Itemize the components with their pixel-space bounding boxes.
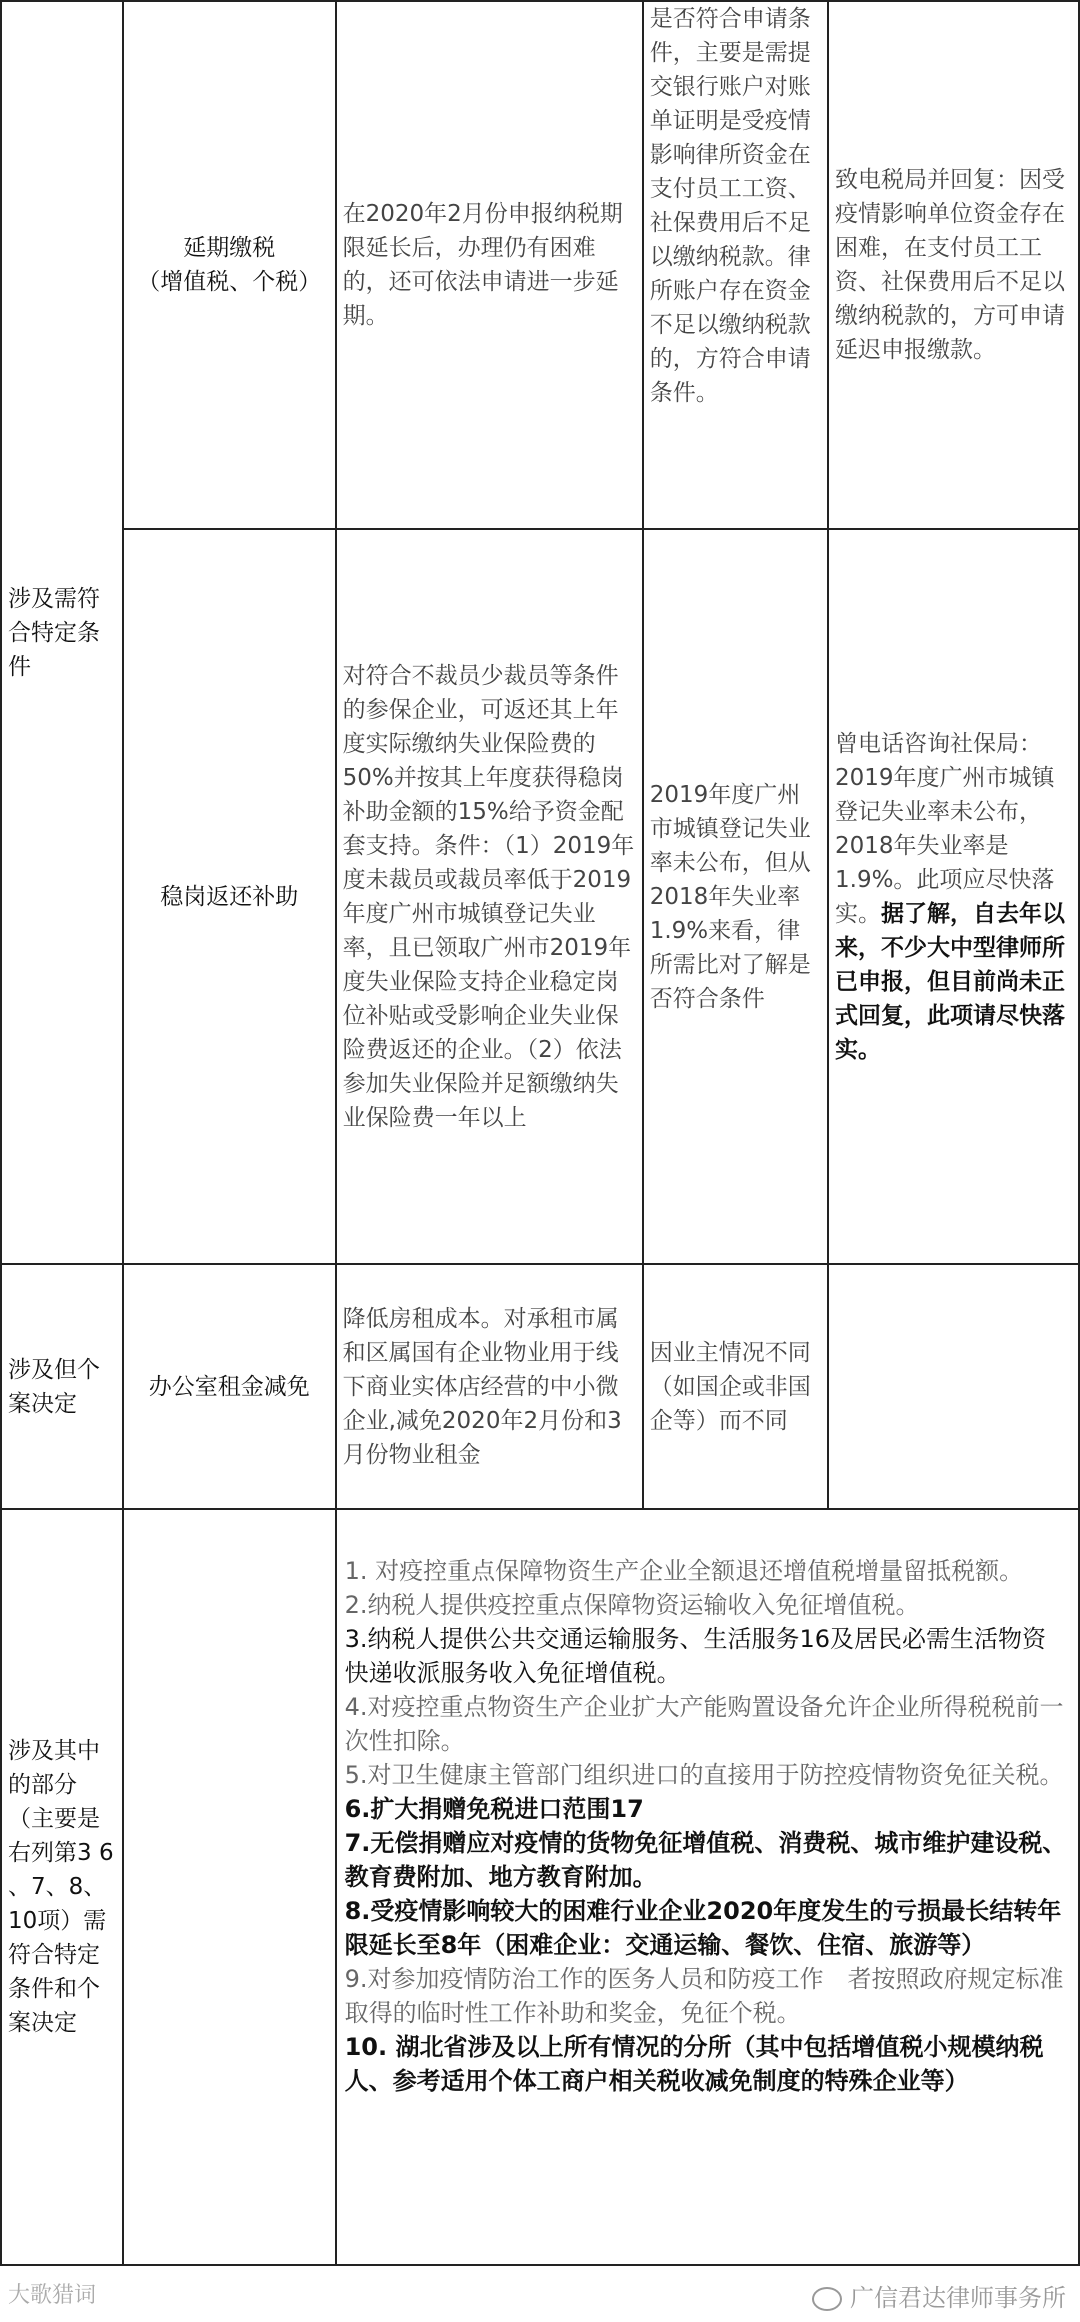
policy-list-item: 6.扩大捐赠免税进口范围17 — [344, 1795, 644, 1823]
condition-cell: 2019年度广州市城镇登记失业率未公布，但从2018年失业率1.9%来看，律所需比对了解是否符合条件 — [643, 529, 828, 1264]
note-plain: 曾电话咨询社保局：2019年度广州市城镇登记失业率未公布，2018年失业率是1.9%。此项应尽快落实。 — [835, 730, 1055, 927]
policy-list-item: 9.对参加疫情防治工作的医务人员和防疫工作 者按照政府规定标准取得的临时性工作补助和奖金，免征个税。 — [344, 1965, 1064, 2027]
policy-cell: 降低房租成本。对承租市属和区属国有企业物业用于线下商业实体店经营的中小微企业,减免2020年2月份和3月份物业租金 — [336, 1264, 643, 1509]
condition-cell: 是否符合申请条件，主要是需提交银行账户对账单证明是受疫情影响律所资金在支付员工工资、社保费用后不足以缴纳税款。律所账户存在资金不足以缴纳税款的，方符合申请条件。 — [643, 1, 828, 529]
watermark-right — [812, 2278, 1066, 2313]
policy-list — [345, 1554, 1070, 2098]
policy-list-cell — [336, 1509, 1079, 2265]
wechat-icon — [812, 2287, 842, 2311]
policy-cell: 对符合不裁员少裁员等条件的参保企业，可返还其上年度实际缴纳失业保险费的50%并按其上年度获得稳岗补助金额的15%给予资金配套支持。条件：（1）2019年度未裁员或裁员率低于2019年度广州市城镇登记失业率，且已领取广州市2019年度失业保险支持企业稳定岗位补贴或受影响企业失业保险费返还的企业。（2）依法参加失业保险并足额缴纳失业保险费一年以上 — [336, 529, 643, 1264]
footer-watermarks — [0, 2268, 1080, 2322]
table-row — [1, 1264, 1079, 1509]
watermark-left: 大歌猎词 — [8, 2283, 97, 2308]
category-cell: 涉及需符合特定条件 — [1, 1, 123, 1264]
item-label: 延期缴税 （增值税、个税） — [137, 235, 322, 295]
condition-cell: 因业主情况不同（如国企或非国企等）而不同 — [643, 1264, 828, 1509]
policy-list-item: 10. 湖北省涉及以上所有情况的分所（其中包括增值税小规模纳税人、参考适用个体工商户相关税收减免制度的特殊企业等） — [344, 2033, 1044, 2095]
policy-list-item: 1. 对疫控重点保障物资生产企业全额退还增值税增量留抵税额。 — [344, 1557, 1024, 1585]
policy-list-item: 3.纳税人提供公共交通运输服务、生活服务16及居民必需生活物资快递收派服务收入免征增值税。 — [344, 1625, 1047, 1687]
item-cell: 稳岗返还补助 — [123, 529, 336, 1264]
note-cell — [828, 529, 1079, 1264]
table-row — [1, 529, 1079, 1264]
policy-list-item: 2.纳税人提供疫控重点保障物资运输收入免征增值税。 — [344, 1591, 920, 1619]
policy-list-item: 8.受疫情影响较大的困难行业企业2020年度发生的亏损最长结转年限延长至8年（困难企业：交通运输、餐饮、住宿、旅游等） — [344, 1897, 1062, 1959]
policy-list-item: 7.无偿捐赠应对疫情的货物免征增值税、消费税、城市维护建设税、教育费附加、地方教育附加。 — [344, 1829, 1067, 1891]
policy-cell: 在2020年2月份申报纳税期限延长后，办理仍有困难的，还可依法申请进一步延期。 — [336, 1, 643, 529]
policy-list-item: 4.对疫控重点物资生产企业扩大产能购置设备允许企业所得税税前一次性扣除。 — [344, 1693, 1064, 1755]
watermark-right-label: 广信君达律师事务所 — [850, 2284, 1066, 2312]
table-row — [1, 1, 1079, 529]
note-cell — [828, 1264, 1079, 1509]
item-cell — [123, 1, 336, 529]
note-bold: 据了解，自去年以来，不少大中型律师所已申报，但目前尚未正式回复，此项请尽快落实。 — [835, 900, 1065, 1063]
table-row — [1, 1509, 1079, 2265]
empty-cell — [123, 1509, 336, 2265]
note-cell: 致电税局并回复：因受疫情影响单位资金存在困难，在支付员工工资、社保费用后不足以缴纳税款的，方可申请延迟申报缴款。 — [828, 1, 1079, 529]
category-cell: 涉及其中的部分（主要是右列第3 6 、7、8、10项）需符合特定条件和个案决定 — [1, 1509, 123, 2265]
category-cell: 涉及但个案决定 — [1, 1264, 123, 1509]
item-cell: 办公室租金减免 — [123, 1264, 336, 1509]
policy-list-item: 5.对卫生健康主管部门组织进口的直接用于防控疫情物资免征关税。 — [344, 1761, 1064, 1789]
